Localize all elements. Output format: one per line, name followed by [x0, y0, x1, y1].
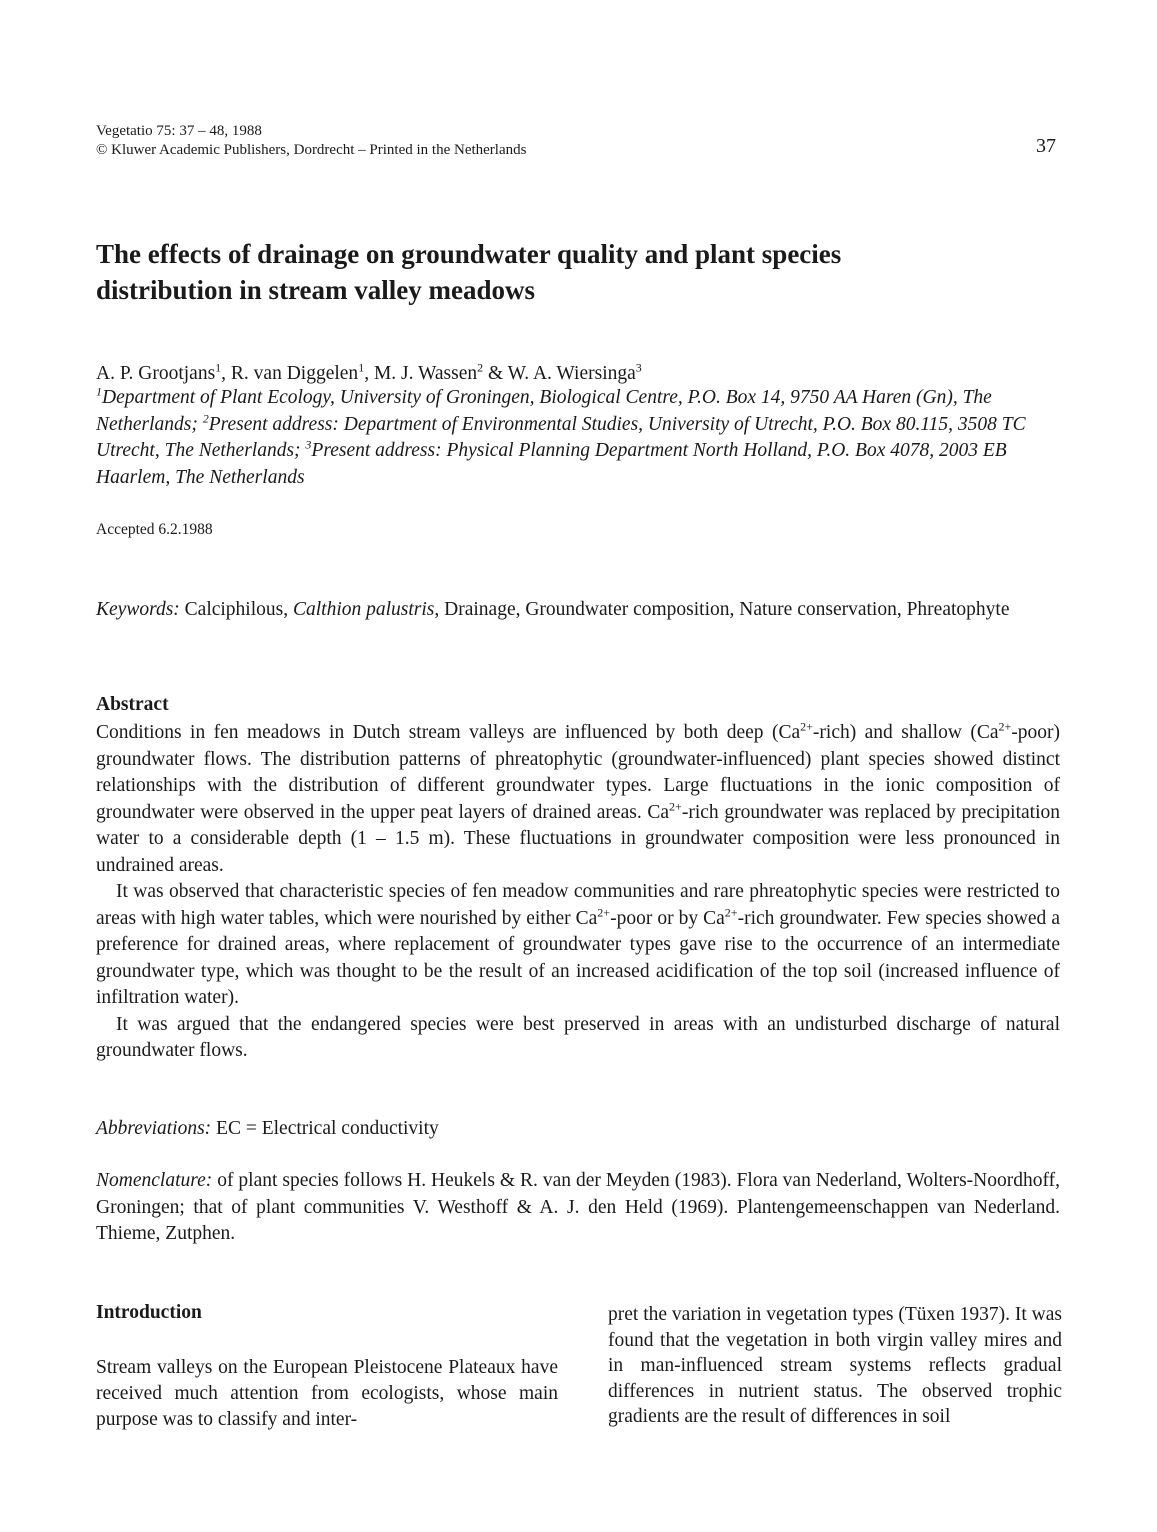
introduction-heading: Introduction	[96, 1302, 202, 1323]
keywords-text: , Drainage, Groundwater composition, Nature conservation, Phreatophyte	[434, 599, 1010, 620]
abstract-text: -rich groundwater was replaced by precipitation water to a considerable depth (1 – 1.5 m). These fluctuations in groundwater composition were less pronounced in undrained areas.	[96, 801, 1060, 876]
author-affiliation-mark: 1	[358, 360, 365, 375]
abbreviations-text: EC = Electrical conductivity	[211, 1118, 439, 1139]
abstract-text: -rich groundwater. Few species showed a preference for drained areas, where replacement of groundwater types gave rise to the occurrence of an intermediate groundwater type, which was thought to be the result of an increased acidification of the top soil (increased influence of infiltration water).	[96, 907, 1060, 1008]
abstract-paragraph: It was argued that the endangered species were best preserved in areas with an undisturbed discharge of natural groundwater flows.	[96, 1013, 1060, 1061]
title-line-1: The effects of drainage on groundwater quality and plant species	[96, 239, 842, 269]
affiliation-text: Department of Plant Ecology, University of Groningen, Biological Centre, P.O. Box 14, 9750 AA Haren (Gn), The Netherlands;	[96, 387, 992, 435]
author-name: A. P. Grootjans	[96, 363, 216, 384]
abstract-paragraph	[96, 720, 1060, 879]
page-number: 37	[1036, 135, 1056, 157]
nomenclature-text: of plant species follows H. Heukels & R. van der Meyden (1983). Flora van Nederland, Wolters-Noordhoff, Groningen; that of plant communities V. Westhoff & A. J. den Held (1969). Plantengemeenschappen van Nederland. Thieme, Zutphen.	[96, 1170, 1060, 1244]
nomenclature	[96, 1168, 1060, 1248]
superscript-charge: 2+	[669, 799, 682, 813]
author-affiliation-mark: 1	[215, 360, 222, 375]
keywords-text: Calciphilous,	[179, 599, 293, 620]
abstract-text: It was observed that characteristic species of fen meadow communities and rare phreatophytic species were restricted to areas with high water tables, which were nourished by either Ca	[96, 881, 1060, 929]
superscript-charge: 2+	[597, 905, 611, 919]
abstract-heading: Abstract	[96, 694, 169, 715]
superscript-charge: 2+	[724, 905, 738, 919]
article-title	[96, 236, 1056, 308]
abstract-text: -poor or by Ca	[610, 907, 725, 929]
nomenclature-label: Nomenclature:	[96, 1170, 213, 1191]
abstract-text: -poor) groundwater flows. The distribution patterns of phreatophytic (groundwater-influenced) plant species showed distinct relationships with the distribution of different groundwater types. Large fluctuations in the ionic composition of groundwater were observed in the upper peat layers of drained areas. Ca	[96, 722, 1060, 823]
journal-header	[96, 122, 526, 160]
abstract-text: Conditions in fen meadows in Dutch stream valleys are influenced by both deep (Ca	[96, 722, 801, 743]
author-name: & W. A. Wiersinga	[483, 363, 636, 384]
affiliation-mark: 2	[202, 411, 209, 425]
affiliation-text: Present address: Department of Environmental Studies, University of Utrecht, P.O. Box 80.115, 3508 TC Utrecht, The Netherlands;	[96, 413, 1026, 461]
title-line-2: distribution in stream valley meadows	[96, 275, 536, 305]
introduction-column-right: pret the variation in vegetation types (Tüxen 1937). It was found that the vegetation in both virgin valley mires and in man-influenced stream systems reflects gradual differences in nutrient status. The observed trophic gradients are the result of differences in soil	[608, 1304, 1062, 1427]
keywords-label: Keywords:	[96, 599, 180, 620]
author-name: , M. J. Wassen	[364, 363, 478, 384]
abstract-text: -rich) and shallow (Ca	[812, 722, 999, 743]
accepted-date: Accepted 6.2.1988	[96, 521, 213, 538]
superscript-charge: 2+	[800, 719, 813, 734]
author-name: , R. van Diggelen	[221, 363, 359, 384]
abstract-body	[96, 720, 1060, 1065]
abstract-paragraph	[96, 879, 1060, 1012]
author-list	[96, 361, 642, 387]
publisher-line: © Kluwer Academic Publishers, Dordrecht – Printed in the Netherlands	[96, 142, 527, 158]
affiliation-mark: 3	[305, 437, 312, 452]
journal-citation: Vegetatio 75: 37 – 48, 1988	[96, 123, 262, 139]
affiliation-text: Present address: Physical Planning Department North Holland, P.O. Box 4078, 2003 EB Haarlem, The Netherlands	[96, 440, 1007, 488]
author-affiliation-mark: 3	[635, 360, 642, 375]
abbreviations	[96, 1118, 439, 1140]
author-affiliation-mark: 2	[477, 360, 484, 375]
keywords-italic-term: Calthion palustris	[292, 599, 435, 620]
superscript-charge: 2+	[998, 719, 1012, 734]
affiliation-mark: 1	[96, 384, 102, 399]
keywords	[96, 596, 1060, 623]
introduction-column-left: Stream valleys on the European Pleistocene Plateaux have received much attention from ecologists, whose main purpose was to classify and inter-	[96, 1357, 558, 1430]
abbreviations-label: Abbreviations:	[96, 1118, 212, 1139]
affiliations	[96, 385, 1066, 491]
